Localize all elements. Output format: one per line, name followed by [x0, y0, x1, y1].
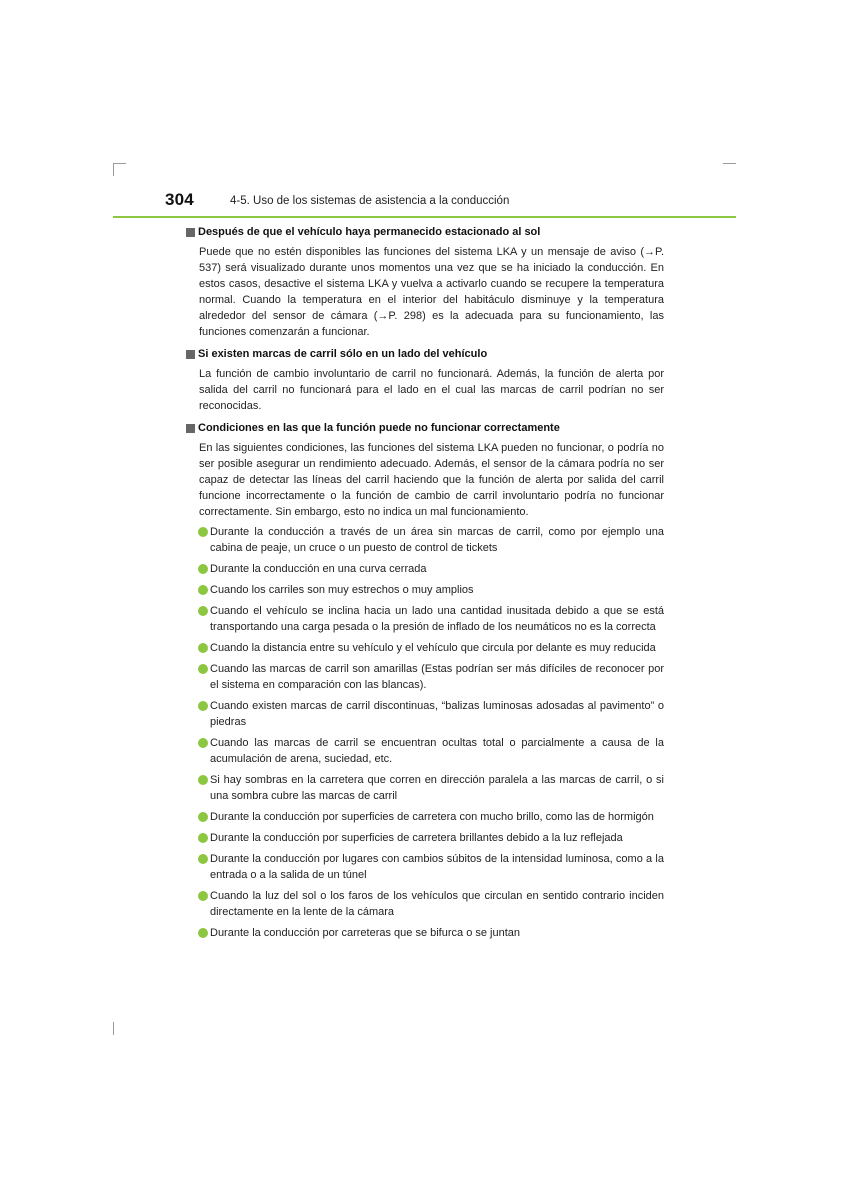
- section-heading-text: Después de que el vehículo haya permanecido estacionado al sol: [198, 226, 541, 238]
- list-item: [198, 925, 664, 941]
- list-item-text: Si hay sombras en la carretera que corren en dirección paralela a las marcas de carril, o si una sombra cubre las marcas de carril: [210, 774, 664, 802]
- section-paragraph: En las siguientes condiciones, las funciones del sistema LKA pueden no funcionar, o podría no ser posible asegurar un rendimiento adecuado. Además, el sensor de la cámara podría no ser capaz de detectar las líneas del carril haciendo que la función de alerta por salida del carril funcione incorrectamente o la función de cambio de carril involuntario podría no funcionar correctamente. Sin embargo, esto no indica un mal funcionamiento.: [199, 442, 664, 518]
- section-malfunction-conditions: [186, 421, 664, 941]
- bullet-dot-icon: [198, 606, 208, 616]
- list-item-text: Cuando el vehículo se inclina hacia un lado una cantidad inusitada debido a que se está transportando una carga pesada o la presión de inflado de los neumáticos no es la correcta: [210, 605, 664, 633]
- page-content: [186, 225, 664, 948]
- list-item-text: Cuando la distancia entre su vehículo y el vehículo que circula por delante es muy reducida: [210, 642, 656, 654]
- bullet-dot-icon: [198, 891, 208, 901]
- list-item-text: Cuando los carriles son muy estrechos o muy amplios: [210, 584, 474, 596]
- list-item: [198, 640, 664, 656]
- bullet-dot-icon: [198, 928, 208, 938]
- list-item: [198, 582, 664, 598]
- square-bullet-icon: [186, 228, 195, 237]
- list-item: [198, 851, 664, 883]
- list-item: [198, 888, 664, 920]
- list-item-text: Durante la conducción en una curva cerrada: [210, 563, 427, 575]
- page-header: [165, 190, 725, 214]
- list-item-text: Durante la conducción por superficies de carretera brillantes debido a la luz reflejada: [210, 832, 623, 844]
- bullet-dot-icon: [198, 585, 208, 595]
- bullet-dot-icon: [198, 812, 208, 822]
- bullet-dot-icon: [198, 527, 208, 537]
- list-item: [198, 830, 664, 846]
- crop-mark-bottom-left: [113, 1022, 114, 1035]
- section-title: 4-5. Uso de los sistemas de asistencia a la conducción: [230, 195, 510, 207]
- list-item: [198, 603, 664, 635]
- list-item-text: Durante la conducción a través de un área sin marcas de carril, como por ejemplo una cabina de peaje, un cruce o un puesto de control de tickets: [210, 526, 664, 554]
- bullet-dot-icon: [198, 701, 208, 711]
- bullet-dot-icon: [198, 775, 208, 785]
- list-item: [198, 809, 664, 825]
- section-heading: [186, 225, 664, 240]
- section-heading: [186, 347, 664, 362]
- list-item-text: Cuando existen marcas de carril discontinuas, “balizas luminosas adosadas al pavimento” o piedras: [210, 700, 664, 728]
- list-item: [198, 698, 664, 730]
- crop-mark-top-left-horizontal: [113, 163, 126, 164]
- bullet-dot-icon: [198, 564, 208, 574]
- section-heading: [186, 421, 664, 436]
- list-item: [198, 661, 664, 693]
- list-item: [198, 524, 664, 556]
- section-heading-text: Si existen marcas de carril sólo en un lado del vehículo: [198, 348, 488, 360]
- section-paragraph: La función de cambio involuntario de carril no funcionará. Además, la función de alerta por salida del carril no funcionará para el lado en el cual las marcas de carril podrían no ser reconocidas.: [199, 368, 664, 412]
- square-bullet-icon: [186, 350, 195, 359]
- list-item-text: Durante la conducción por carreteras que se bifurca o se juntan: [210, 927, 521, 939]
- section-heading-text: Condiciones en las que la función puede no funcionar correctamente: [198, 422, 560, 434]
- page-number: 304: [165, 190, 194, 209]
- list-item-text: Cuando las marcas de carril son amarillas (Estas podrían ser más difíciles de reconocer por el sistema en comparación con las blancas).: [210, 663, 664, 691]
- condition-list: [186, 524, 664, 941]
- bullet-dot-icon: [198, 833, 208, 843]
- bullet-dot-icon: [198, 664, 208, 674]
- square-bullet-icon: [186, 424, 195, 433]
- section-paragraph: Puede que no estén disponibles las funciones del sistema LKA y un mensaje de aviso (→P. 537) será visualizado durante unos momentos una vez que se ha iniciado la conducción. En estos casos, desactive el sistema LKA y vuelva a activarlo cuando se recupere la temperatura normal. Cuando la temperatura en el interior del habitáculo disminuye y la temperatura alrededor del sensor de cámara (→P. 298) es la adecuada para su funcionamiento, las funciones comenzarán a funcionar.: [199, 246, 664, 338]
- list-item-text: Cuando las marcas de carril se encuentran ocultas total o parcialmente a causa de la acumulación de arena, suciedad, etc.: [210, 737, 664, 765]
- bullet-dot-icon: [198, 643, 208, 653]
- list-item: [198, 561, 664, 577]
- list-item: [198, 735, 664, 767]
- bullet-dot-icon: [198, 738, 208, 748]
- list-item-text: Cuando la luz del sol o los faros de los vehículos que circulan en sentido contrario inciden directamente en la lente de la cámara: [210, 890, 664, 918]
- section-parked-in-sun: [186, 225, 664, 340]
- bullet-dot-icon: [198, 854, 208, 864]
- header-rule: [113, 216, 736, 218]
- list-item: [198, 772, 664, 804]
- list-item-text: Durante la conducción por superficies de carretera con mucho brillo, como las de hormigón: [210, 811, 654, 823]
- list-item-text: Durante la conducción por lugares con cambios súbitos de la intensidad luminosa, como a la entrada o a la salida de un túnel: [210, 853, 664, 881]
- crop-mark-top-right: [723, 163, 736, 164]
- section-one-side-markings: [186, 347, 664, 414]
- crop-mark-top-left-vertical: [113, 163, 114, 176]
